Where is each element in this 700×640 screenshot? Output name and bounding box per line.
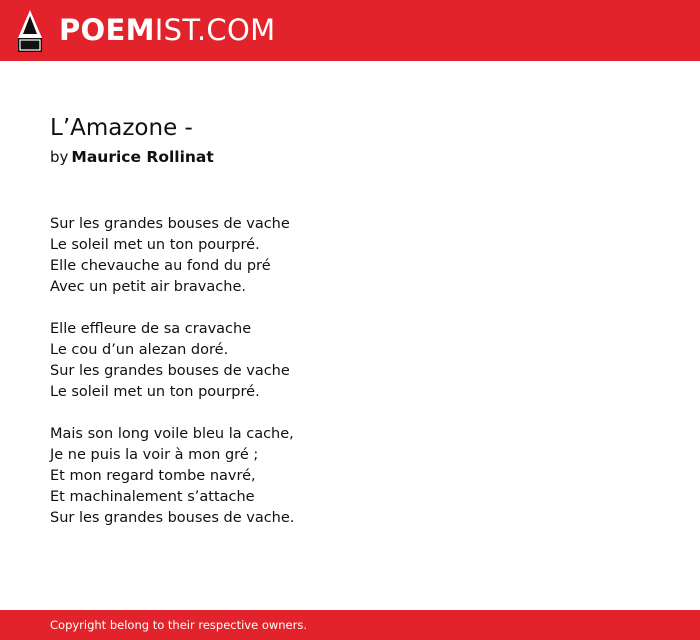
poem-line: Sur les grandes bouses de vache (50, 216, 290, 233)
copyright-text: Copyright belong to their respective owners. (50, 618, 308, 632)
byline-prefix: by (50, 147, 69, 166)
stanza (50, 214, 670, 298)
poem-line: Avec un petit air bravache. (50, 279, 246, 296)
poem-line: Le cou d’un alezan doré. (50, 342, 229, 359)
pencil-icon (18, 10, 42, 52)
poem-line: Elle chevauche au fond du pré (50, 258, 271, 275)
brand-light: IST.COM (154, 13, 276, 47)
poem-line: Et machinalement s’attache (50, 489, 255, 506)
poem-line: Je ne puis la voir à mon gré ; (50, 447, 259, 464)
poem-title: L’Amazone - (50, 115, 193, 141)
site-header (0, 0, 700, 61)
poem-content (50, 115, 670, 550)
stanza (50, 319, 670, 403)
poem-line: Sur les grandes bouses de vache. (50, 510, 295, 527)
site-footer (0, 610, 700, 640)
author-name[interactable]: Maurice Rollinat (71, 147, 214, 166)
poem-line: Sur les grandes bouses de vache (50, 363, 290, 380)
poem-line: Elle effleure de sa cravache (50, 321, 252, 338)
stanza (50, 424, 670, 529)
poem-body (50, 214, 670, 529)
home-logo-link[interactable] (18, 10, 275, 52)
byline (50, 148, 670, 167)
poem-line: Mais son long voile bleu la cache, (50, 426, 294, 443)
brand-wordmark (59, 13, 276, 47)
poem-line: Le soleil met un ton pourpré. (50, 384, 260, 401)
poem-line: Le soleil met un ton pourpré. (50, 237, 260, 254)
poem-line: Et mon regard tombe navré, (50, 468, 256, 485)
brand-strong: POEM (59, 13, 155, 47)
